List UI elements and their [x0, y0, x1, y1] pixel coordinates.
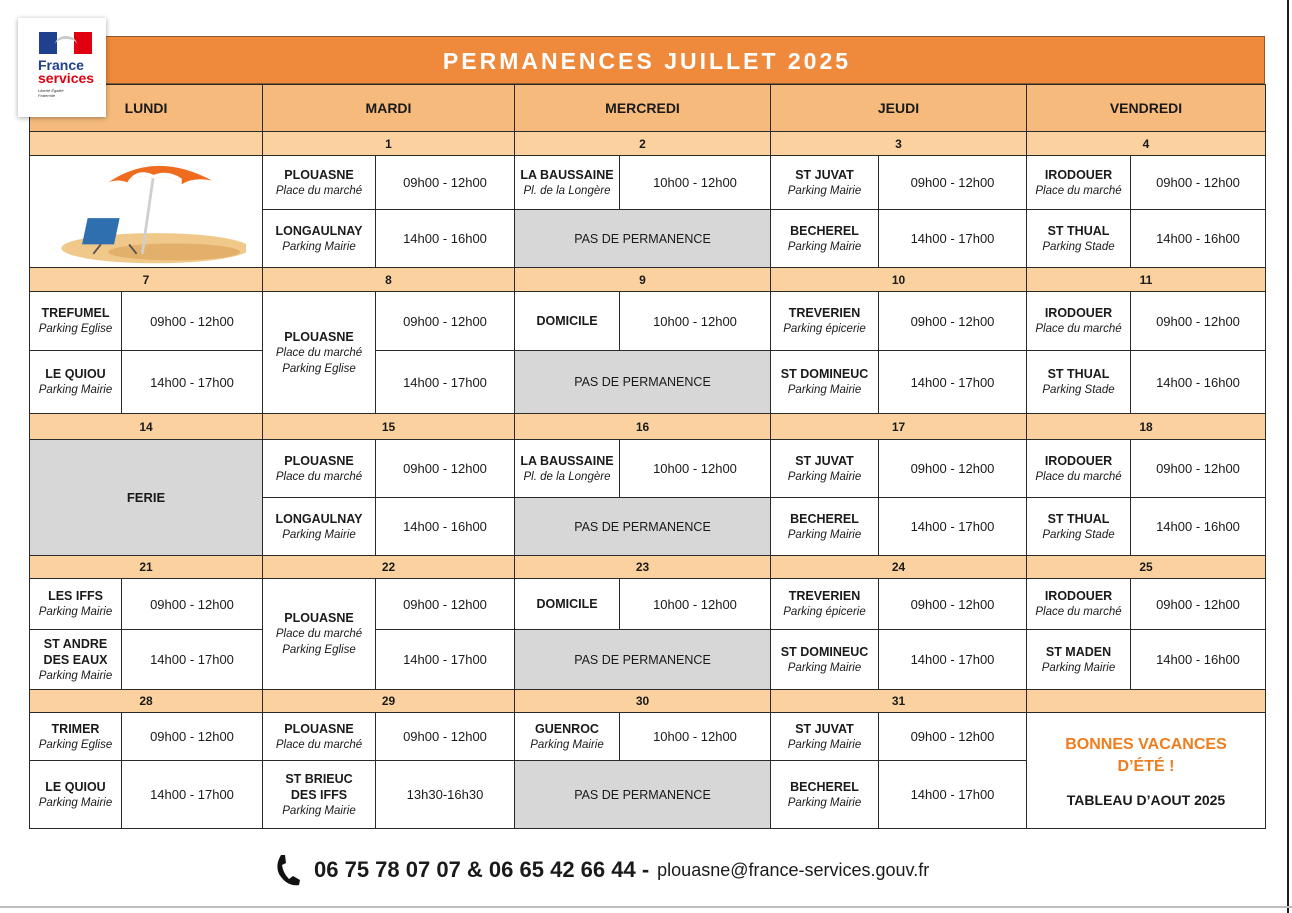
location-cell: [29, 291, 122, 351]
time-cell: [121, 712, 263, 761]
date-number: 30: [635, 694, 650, 708]
location-name: LA BAUSSAINE: [520, 453, 614, 468]
logo-motto: Liberté Égalité Fraternité: [38, 88, 64, 98]
time-slot: 09h00 - 12h00: [910, 729, 995, 744]
date-number: 15: [381, 419, 396, 434]
location-cell: [770, 209, 879, 268]
date-number-cell: [29, 131, 263, 156]
time-cell: [1130, 209, 1266, 268]
date-number-cell: [1026, 131, 1266, 156]
location-detail: Parking Mairie: [282, 528, 356, 541]
date-number: 29: [381, 694, 396, 708]
location-cell: [514, 439, 620, 498]
no-permanence-label: PAS DE PERMANENCE: [574, 519, 711, 534]
location-name: PLOUASNE: [284, 329, 354, 344]
location-detail: Parking épicerie: [783, 606, 866, 618]
time-slot: 09h00 - 12h00: [403, 461, 487, 476]
date-number-cell: [29, 267, 263, 292]
holiday-message-cell: [1026, 712, 1266, 829]
time-slot: 13h30-16h30: [406, 787, 484, 802]
location-detail: Place du marché: [1035, 184, 1122, 197]
time-slot: 14h00 - 17h00: [150, 787, 234, 802]
date-number-cell: [1026, 267, 1266, 292]
date-number: 7: [142, 272, 150, 287]
time-cell: [878, 497, 1027, 556]
location-detail: Parking Mairie: [787, 528, 862, 541]
time-cell: [121, 629, 263, 690]
phone-icon: [272, 852, 302, 888]
location-cell: [29, 760, 122, 829]
location-cell: [262, 439, 376, 498]
day-header-label: VENDREDI: [1109, 100, 1183, 116]
location-detail: Parking Mairie: [787, 384, 862, 396]
date-number-cell: [1026, 555, 1266, 579]
date-number: 8: [385, 272, 392, 287]
holiday-cell: [29, 439, 263, 556]
location-name: ST DOMINEUC: [780, 644, 869, 659]
time-cell: [375, 629, 515, 690]
vacation-message-line2: D’ÉTÉ !: [1117, 757, 1175, 775]
time-cell: [121, 578, 263, 630]
date-number-cell: [514, 131, 771, 156]
time-cell: [375, 209, 515, 268]
time-cell: [121, 350, 263, 414]
date-number-cell: [1026, 413, 1266, 440]
time-cell: [1130, 155, 1266, 210]
time-slot: 14h00 - 17h00: [910, 519, 995, 534]
location-detail: Parking Eglise: [38, 738, 113, 751]
frame-bottom-border: [0, 906, 1292, 908]
date-number: 31: [891, 694, 906, 708]
beach-umbrella-chair-icon: [46, 156, 246, 267]
location-cell: [1026, 291, 1131, 351]
location-name-line2: DES EAUX: [43, 652, 108, 667]
location-cell: [262, 760, 376, 829]
time-slot: 10h00 - 12h00: [653, 313, 737, 329]
location-name: LE QUIOU: [45, 367, 106, 381]
date-number-cell: [514, 555, 771, 579]
time-cell: [375, 291, 515, 351]
schedule-table: [29, 84, 1265, 829]
location-name: ST DOMINEUC: [780, 367, 869, 381]
date-number-cell: [262, 413, 515, 440]
location-detail: Parking Stade: [1042, 384, 1115, 396]
location-detail: Parking Mairie: [282, 240, 356, 253]
time-slot: 10h00 - 12h00: [653, 175, 737, 190]
time-slot: 10h00 - 12h00: [653, 461, 737, 476]
location-cell: [1026, 497, 1131, 556]
time-cell: [878, 629, 1027, 690]
time-cell: [878, 439, 1027, 498]
location-detail: Parking Mairie: [787, 796, 862, 809]
no-permanence-cell: [514, 209, 771, 268]
location-name: BECHEREL: [790, 511, 859, 526]
time-cell: [121, 291, 263, 351]
time-cell: [878, 291, 1027, 351]
date-number-cell: [514, 689, 771, 713]
time-slot: 09h00 - 12h00: [910, 596, 995, 612]
time-cell: [375, 439, 515, 498]
location-name: LES IFFS: [48, 589, 103, 603]
location-detail: Parking épicerie: [783, 323, 866, 335]
location-name: ST JUVAT: [795, 167, 854, 182]
location-detail: Place du marché: [1035, 323, 1122, 335]
time-cell: [878, 155, 1027, 210]
no-permanence-cell: [514, 350, 771, 414]
location-detail-2: Parking Eglise: [282, 644, 356, 656]
location-cell: [514, 712, 620, 761]
no-permanence-cell: [514, 760, 771, 829]
location-cell: [262, 155, 376, 210]
no-permanence-label: PAS DE PERMANENCE: [574, 375, 711, 389]
time-cell: [1130, 439, 1266, 498]
marianne-flag-icon: [39, 32, 92, 54]
date-number: 22: [381, 560, 396, 574]
location-detail: Parking Mairie: [787, 470, 862, 483]
location-name: PLOUASNE: [284, 611, 354, 625]
time-cell: [375, 155, 515, 210]
location-name: IRODOUER: [1044, 453, 1113, 468]
location-cell: [514, 291, 620, 351]
location-detail: Pl. de la Longère: [523, 184, 611, 197]
time-slot: 09h00 - 12h00: [403, 175, 487, 190]
location-detail: Parking Mairie: [38, 796, 113, 809]
location-name: PLOUASNE: [284, 721, 354, 736]
location-cell: [1026, 209, 1131, 268]
time-cell: [878, 209, 1027, 268]
location-detail: Parking Mairie: [38, 606, 113, 618]
location-cell: [1026, 578, 1131, 630]
time-slot: 14h00 - 17h00: [150, 374, 234, 390]
vacation-message-line1: BONNES VACANCES: [1065, 735, 1227, 753]
location-name: IRODOUER: [1044, 306, 1113, 320]
time-cell: [619, 155, 771, 210]
phone-numbers: 06 75 78 07 07 & 06 65 42 66 44 -: [314, 857, 650, 882]
location-name: ST THUAL: [1047, 223, 1110, 238]
location-name: TREVERIEN: [788, 589, 861, 603]
time-cell: [375, 578, 515, 630]
date-number: 16: [635, 419, 650, 434]
time-slot: 14h00 - 16h00: [403, 231, 487, 246]
location-detail: Parking Eglise: [38, 323, 113, 335]
time-slot: 14h00 - 17h00: [910, 231, 995, 246]
location-cell: [770, 155, 879, 210]
no-permanence-label: PAS DE PERMANENCE: [574, 231, 711, 246]
location-cell: [770, 712, 879, 761]
time-slot: 14h00 - 16h00: [1156, 652, 1240, 667]
location-name: TREFUMEL: [41, 306, 110, 320]
time-cell: [619, 439, 771, 498]
time-slot: 14h00 - 17h00: [403, 374, 487, 390]
location-detail-2: Parking Eglise: [282, 362, 356, 375]
location-cell: [1026, 350, 1131, 414]
location-cell: [1026, 439, 1131, 498]
day-header-label: LUNDI: [124, 100, 168, 116]
no-permanence-cell: [514, 629, 771, 690]
date-number: 3: [895, 136, 902, 151]
location-name: DOMICILE: [536, 314, 598, 328]
time-cell: [375, 350, 515, 414]
day-header-jeudi: [770, 84, 1027, 132]
time-slot: 14h00 - 17h00: [403, 652, 487, 667]
page-title: PERMANENCES JUILLET 2025: [442, 48, 852, 74]
logo-line2: services: [38, 70, 95, 86]
time-slot: 09h00 - 12h00: [1156, 596, 1240, 612]
date-number: 23: [635, 560, 650, 574]
date-number: 9: [639, 272, 646, 287]
date-number-cell: [262, 131, 515, 156]
location-cell: [1026, 155, 1131, 210]
beach-image-cell: [29, 155, 263, 268]
location-detail: Place du marché: [1035, 470, 1122, 483]
time-cell: [375, 760, 515, 829]
date-number-cell: [262, 689, 515, 713]
august-schedule-note: TABLEAU D’AOUT 2025: [1066, 791, 1226, 808]
location-name: BECHEREL: [790, 779, 859, 794]
location-detail: Parking Mairie: [787, 184, 862, 197]
date-number: 11: [1139, 272, 1153, 287]
location-detail: Parking Mairie: [38, 669, 113, 682]
time-slot: 09h00 - 12h00: [1156, 175, 1240, 190]
location-name: ST JUVAT: [795, 721, 854, 736]
france-services-logo: [18, 18, 106, 117]
date-number: 25: [1139, 560, 1153, 574]
date-number: 4: [1142, 136, 1150, 151]
location-cell: [262, 712, 376, 761]
location-detail: Parking Mairie: [787, 738, 862, 751]
location-detail: Place du marché: [275, 184, 363, 197]
date-number-cell: [262, 267, 515, 292]
time-slot: 14h00 - 17h00: [910, 787, 995, 802]
location-name: ST MADEN: [1045, 644, 1112, 659]
date-number: 24: [891, 560, 906, 574]
location-name: DOMICILE: [536, 597, 598, 611]
date-number-cell: [29, 413, 263, 440]
location-cell: [262, 578, 376, 690]
date-number: 1: [385, 136, 392, 151]
location-name: PLOUASNE: [284, 167, 354, 182]
day-header-label: JEUDI: [877, 100, 920, 116]
day-header-label: MERCREDI: [605, 100, 680, 116]
location-cell: [29, 350, 122, 414]
location-name: LONGAULNAY: [275, 511, 363, 526]
location-cell: [770, 629, 879, 690]
location-cell: [770, 439, 879, 498]
time-slot: 14h00 - 17h00: [150, 652, 234, 667]
date-number-cell: [770, 555, 1027, 579]
location-cell: [29, 712, 122, 761]
location-name: ST THUAL: [1047, 511, 1110, 526]
location-cell: [770, 497, 879, 556]
date-number-cell: [770, 413, 1027, 440]
location-detail: Place du marché: [1035, 606, 1122, 618]
time-slot: 09h00 - 12h00: [1156, 461, 1240, 476]
time-slot: 09h00 - 12h00: [1156, 313, 1240, 329]
location-name: ST BRIEUC: [285, 771, 353, 786]
location-cell: [770, 291, 879, 351]
time-cell: [878, 350, 1027, 414]
time-slot: 14h00 - 17h00: [910, 652, 995, 667]
time-slot: 09h00 - 12h00: [403, 596, 487, 612]
no-permanence-label: PAS DE PERMANENCE: [574, 787, 711, 802]
location-cell: [770, 760, 879, 829]
location-detail: Place du marché: [275, 346, 363, 359]
location-detail: Pl. de la Longère: [523, 470, 611, 483]
time-slot: 09h00 - 12h00: [910, 313, 995, 329]
location-name: TRIMER: [51, 721, 100, 736]
day-header-mercredi: [514, 84, 771, 132]
location-name-line2: DES IFFS: [290, 787, 348, 802]
day-header-label: MARDI: [365, 100, 412, 116]
location-cell: [29, 629, 122, 690]
time-cell: [878, 578, 1027, 630]
date-number: 14: [139, 419, 153, 434]
time-cell: [619, 578, 771, 630]
date-number-cell: [29, 689, 263, 713]
location-name: BECHEREL: [790, 223, 859, 238]
date-number-cell: [514, 267, 771, 292]
location-detail: Parking Mairie: [38, 384, 113, 396]
date-number: 28: [139, 694, 153, 708]
location-cell: [514, 155, 620, 210]
date-number-cell: [262, 555, 515, 579]
location-name: ST JUVAT: [795, 453, 854, 468]
location-detail: Parking Mairie: [530, 738, 604, 751]
location-name: PLOUASNE: [284, 453, 354, 468]
time-slot: 10h00 - 12h00: [653, 596, 737, 612]
date-number-cell: [29, 555, 263, 579]
time-cell: [619, 291, 771, 351]
date-number: 2: [639, 136, 646, 151]
time-cell: [878, 712, 1027, 761]
time-cell: [1130, 629, 1266, 690]
location-detail: Parking Stade: [1042, 240, 1115, 253]
time-slot: 14h00 - 16h00: [1156, 519, 1240, 534]
location-cell: [770, 350, 879, 414]
time-slot: 10h00 - 12h00: [653, 729, 737, 744]
date-number: 10: [891, 272, 906, 287]
date-number: 18: [1139, 419, 1153, 434]
time-slot: 14h00 - 16h00: [1156, 231, 1240, 246]
location-cell: [262, 209, 376, 268]
time-cell: [619, 712, 771, 761]
holiday-label: FERIE: [126, 490, 166, 505]
day-header-mardi: [262, 84, 515, 132]
location-name: LONGAULNAY: [275, 223, 363, 238]
time-cell: [1130, 578, 1266, 630]
time-slot: 14h00 - 16h00: [403, 519, 487, 534]
location-cell: [514, 578, 620, 630]
day-header-vendredi: [1026, 84, 1266, 132]
date-number: 17: [891, 419, 906, 434]
contact-email[interactable]: plouasne@france-services.gouv.fr: [657, 859, 930, 880]
time-cell: [375, 497, 515, 556]
time-cell: [1130, 291, 1266, 351]
date-number-cell: [770, 131, 1027, 156]
time-cell: [878, 760, 1027, 829]
date-number-cell: [770, 267, 1027, 292]
location-cell: [29, 578, 122, 630]
location-name: LA BAUSSAINE: [520, 167, 614, 182]
time-cell: [121, 760, 263, 829]
time-slot: 09h00 - 12h00: [150, 313, 234, 329]
location-detail: Parking Mairie: [787, 240, 862, 253]
location-cell: [1026, 629, 1131, 690]
contact-footer: [272, 850, 929, 890]
location-detail: Place du marché: [275, 470, 363, 483]
time-slot: 14h00 - 16h00: [1156, 374, 1240, 390]
time-cell: [1130, 350, 1266, 414]
time-slot: 09h00 - 12h00: [910, 461, 995, 476]
location-name: ST THUAL: [1047, 367, 1110, 381]
location-name: IRODOUER: [1044, 167, 1113, 182]
date-number-cell: [1026, 689, 1266, 713]
time-slot: 09h00 - 12h00: [403, 729, 487, 744]
frame-right-border: [1287, 0, 1289, 913]
date-number: 21: [139, 560, 153, 574]
location-cell: [262, 291, 376, 414]
location-name: TREVERIEN: [788, 306, 861, 320]
location-name: ST ANDRE: [43, 636, 108, 651]
location-detail: Place du marché: [275, 738, 363, 751]
date-number-cell: [770, 689, 1027, 713]
no-permanence-label: PAS DE PERMANENCE: [574, 652, 711, 667]
location-name: IRODOUER: [1044, 589, 1113, 603]
location-detail: Parking Stade: [1042, 528, 1115, 541]
time-slot: 09h00 - 12h00: [150, 596, 234, 612]
time-slot: 14h00 - 17h00: [910, 374, 995, 390]
location-detail: Parking Mairie: [282, 804, 356, 817]
time-cell: [1130, 497, 1266, 556]
time-slot: 09h00 - 12h00: [403, 313, 487, 329]
location-cell: [262, 497, 376, 556]
time-slot: 09h00 - 12h00: [150, 729, 234, 744]
location-cell: [770, 578, 879, 630]
no-permanence-cell: [514, 497, 771, 556]
location-detail: Parking Mairie: [787, 661, 862, 674]
date-number-cell: [514, 413, 771, 440]
title-banner: [29, 36, 1265, 84]
time-cell: [375, 712, 515, 761]
time-slot: 09h00 - 12h00: [910, 175, 995, 190]
logo-line1: France: [38, 57, 84, 73]
location-detail: Place du marché: [275, 628, 363, 640]
location-name: LE QUIOU: [45, 779, 106, 794]
location-detail: Parking Mairie: [1041, 661, 1116, 674]
location-name: GUENROC: [535, 721, 599, 736]
